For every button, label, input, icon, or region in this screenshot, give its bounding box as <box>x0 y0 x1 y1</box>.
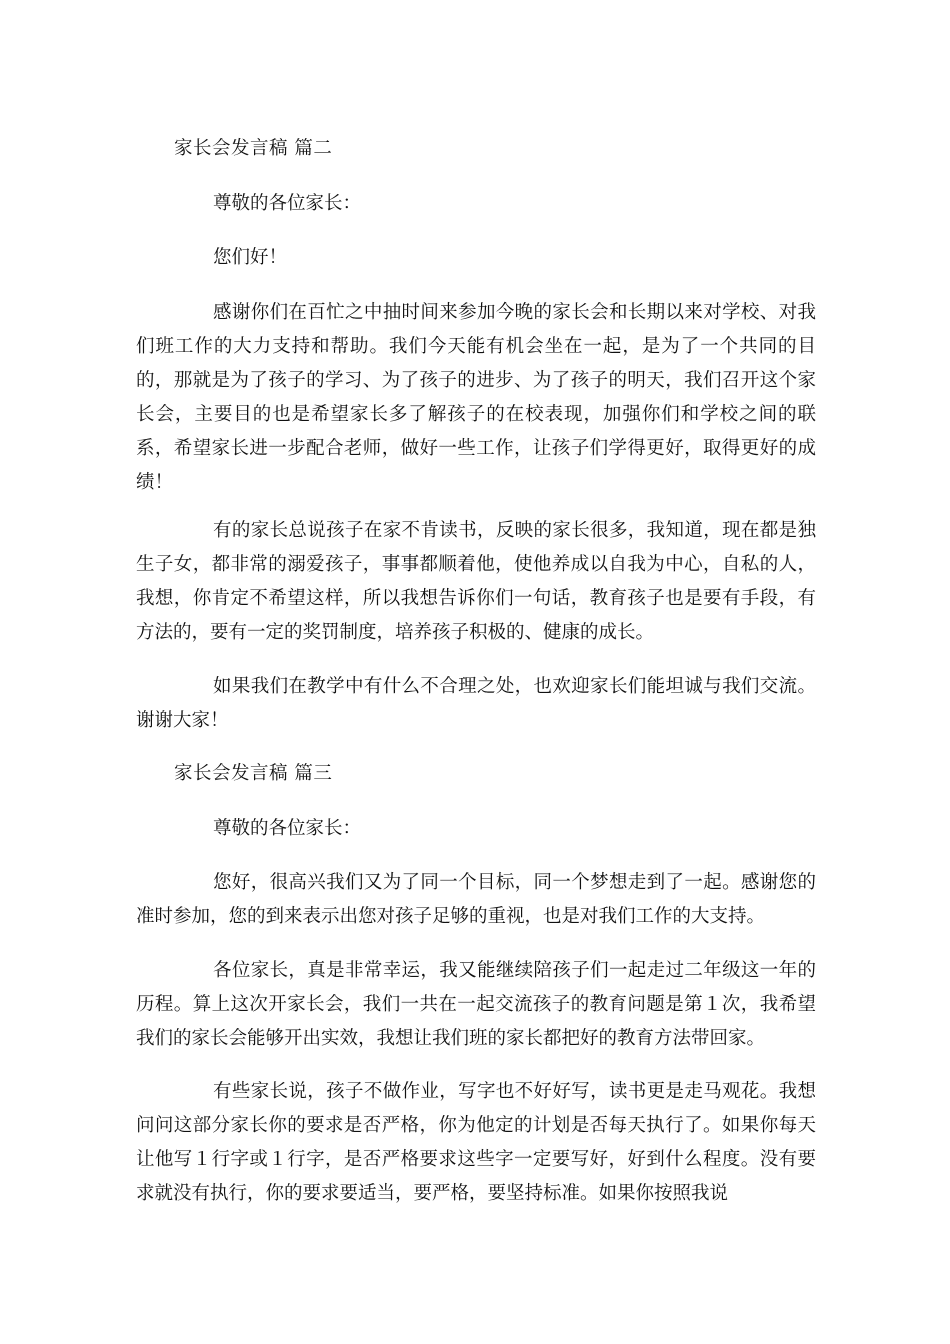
paragraph: 您好，很高兴我们又为了同一个目标，同一个梦想走到了一起。感谢您的准时参加，您的到来表示出您对孩子足够的重视，也是对我们工作的大支持。 <box>136 872 816 927</box>
paragraph: 如果我们在教学中有什么不合理之处，也欢迎家长们能坦诚与我们交流。谢谢大家！ <box>136 676 816 731</box>
section-title: 家长会发言稿 篇二 <box>174 138 333 159</box>
salutation: 尊敬的各位家长： <box>213 818 362 839</box>
paragraph: 感谢你们在百忙之中抽时间来参加今晚的家长会和长期以来对学校、对我们班工作的大力支持和帮助。我们今天能有机会坐在一起，是为了一个共同的目的，那就是为了孩子的学习、为了孩子的进步、为了孩子的明天，我们召开这个家长会，主要目的也是希望家长多了解孩子的在校表现，加强你们和学校之间的联系，希望家长进一步配合老师，做好一些工作，让孩子们学得更好，取得更好的成绩！ <box>136 302 816 493</box>
salutation: 尊敬的各位家长： <box>213 193 362 214</box>
paragraph: 有些家长说，孩子不做作业，写字也不好好写，读书更是走马观花。我想问问这部分家长你的要求是否严格，你为他定的计划是否每天执行了。如果你每天让他写１行字或１行字，是否严格要求这些字一定要写好，好到什么程度。没有要求就没有执行，你的要求要适当，要严格，要坚持标准。如果你按照我说 <box>136 1081 816 1204</box>
paragraph: 各位家长，真是非常幸运，我又能继续陪孩子们一起走过二年级这一年的历程。算上这次开家长会，我们一共在一起交流孩子的教育问题是第１次，我希望我们的家长会能够开出实效，我想让我们班的家长都把好的教育方法带回家。 <box>136 960 816 1049</box>
section-title: 家长会发言稿 篇三 <box>174 763 333 784</box>
greeting: 您们好！ <box>213 247 288 268</box>
paragraph: 有的家长总说孩子在家不肯读书，反映的家长很多，我知道，现在都是独生子女，都非常的溺爱孩子，事事都顺着他，使他养成以自我为中心，自私的人，我想，你肯定不希望这样，所以我想告诉你们一句话，教育孩子也是要有手段，有方法的，要有一定的奖罚制度，培养孩子积极的、健康的成长。 <box>136 520 816 643</box>
